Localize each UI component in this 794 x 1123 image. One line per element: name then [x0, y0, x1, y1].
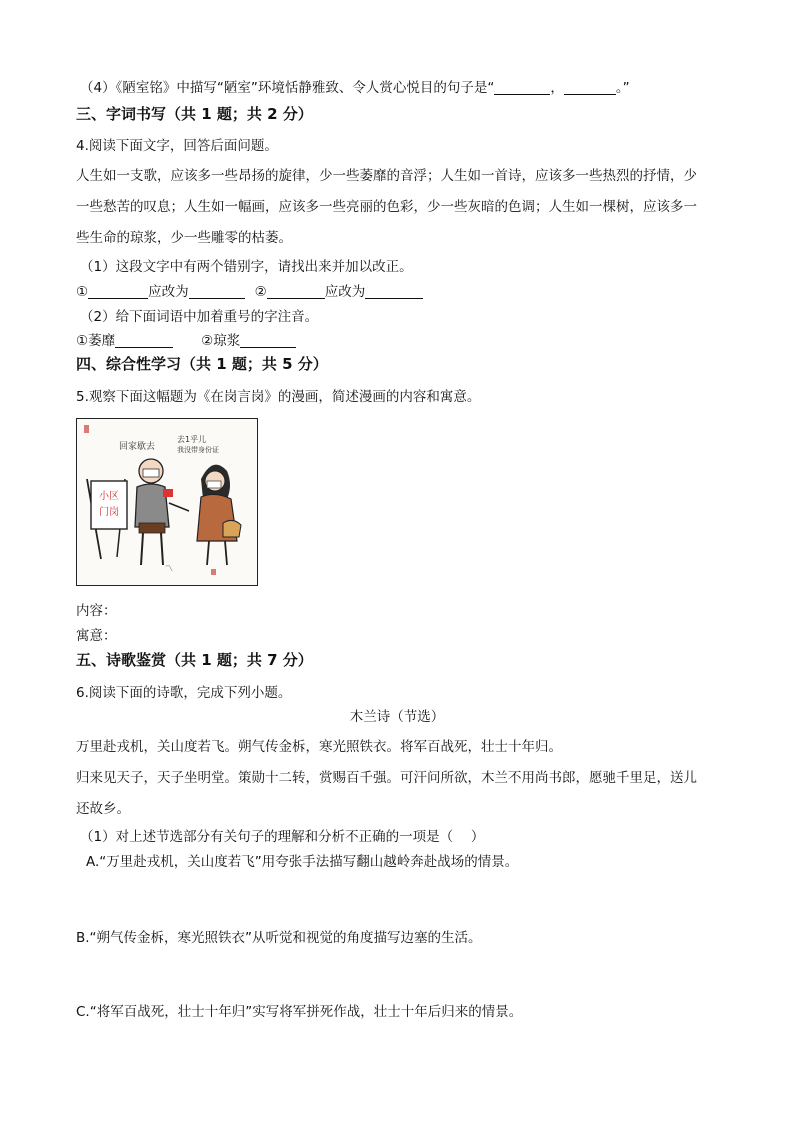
answer-blank[interactable]	[88, 284, 148, 299]
woman-leg	[207, 541, 209, 565]
answer-content-label: 内容：	[76, 603, 117, 619]
guard-leg	[141, 533, 143, 565]
question-5-intro: 5.观察下面这幅题为《在岗言岗》的漫画，简述漫画的内容和寓意。	[76, 389, 481, 405]
answer-blank[interactable]	[240, 333, 296, 348]
poem-line: 还故乡。	[76, 801, 130, 817]
section-5-title: 五、诗歌鉴赏（共 1 题；共 7 分）	[76, 651, 313, 669]
question-4-para-line: 些生命的琼浆，少一些雕零的枯萎。	[76, 230, 292, 246]
poem-title: 木兰诗（节选）	[349, 709, 445, 725]
speech-right-1: 去1乎儿	[177, 435, 207, 444]
sign-text-2: 门岗	[99, 507, 119, 518]
option-b[interactable]: B.“朔气传金柝，寒光照铁衣”从听觉和视觉的角度描写边塞的生活。	[76, 930, 482, 946]
poem-line: 万里赴戎机，关山度若飞。朔气传金柝，寒光照铁衣。将军百战死，壮士十年归。	[76, 739, 562, 755]
guard-armband	[163, 489, 173, 497]
question-4-sub-2: （2）给下面词语中加着重号的字注音。	[80, 309, 319, 325]
item-4-prefix: （4）《陋室铭》中描写“陋室”环境恬静雅致、令人赏心悦目的句子是“	[80, 80, 495, 96]
answer-blank[interactable]	[115, 333, 173, 348]
answer-blank[interactable]	[189, 284, 245, 299]
guard-mask	[143, 469, 159, 477]
artist-signature: 〽	[165, 564, 173, 573]
item-4-suffix: 。”	[615, 80, 630, 96]
woman-basket	[223, 520, 241, 537]
answer-blank[interactable]	[267, 284, 325, 299]
cartoon-drawing	[77, 419, 256, 584]
speech-left: 回家歇去	[119, 442, 156, 452]
answer-blank[interactable]	[564, 80, 616, 95]
seal-mark	[211, 569, 216, 575]
answer-meaning-label: 寓意：	[76, 628, 117, 644]
option-c[interactable]: C.“将军百战死，壮士十年归”实写将军拼死作战，壮士十年后归来的情景。	[76, 1004, 523, 1020]
question-6-intro: 6.阅读下面的诗歌，完成下列小题。	[76, 685, 292, 701]
sign-board	[91, 481, 127, 529]
option-a[interactable]: A.“万里赴戎机，关山度若飞”用夸张手法描写翻山越岭奔赴战场的情景。	[86, 854, 519, 870]
sign-text-1: 小区	[99, 491, 119, 502]
question-4-sub-1-answers: ① 应改为 ② 应改为	[76, 282, 423, 302]
guard-arm	[169, 503, 189, 511]
woman-leg	[225, 541, 227, 565]
question-4-para-line: 一些愁苦的叹息；人生如一幅画，应该多一些亮丽的色彩，少一些灰暗的色调；人生如一棵树，应该多一	[76, 199, 697, 215]
guard-belt	[139, 523, 165, 533]
question-4-intro: 4.阅读下面文字，回答后面问题。	[76, 138, 278, 154]
question-4-sub-2-answers: ①萎靡 ②琼浆	[76, 331, 296, 351]
answer-blank[interactable]	[365, 284, 423, 299]
guard-leg	[161, 533, 163, 565]
section-3-title: 三、字词书写（共 1 题；共 2 分）	[76, 105, 313, 123]
question-4-sub-1: （1）这段文字中有两个错别字，请找出来并加以改正。	[80, 259, 413, 275]
speech-right-2: 我没带身份证	[177, 446, 219, 454]
section-4-title: 四、综合性学习（共 1 题；共 5 分）	[76, 355, 328, 373]
cartoon-image	[76, 418, 258, 586]
answer-blank[interactable]	[494, 80, 550, 95]
item-4-separator: ，	[550, 80, 564, 96]
seal-mark	[84, 425, 89, 433]
poem-line: 归来见天子，天子坐明堂。策勋十二转，赏赐百千强。可汗问所欲，木兰不用尚书郎，愿驰千里足，送儿	[76, 770, 697, 786]
question-4-para-line: 人生如一支歌，应该多一些昂扬的旋律，少一些萎靡的音浮；人生如一首诗，应该多一些热烈的抒情，少	[76, 168, 697, 184]
woman-mask	[207, 481, 221, 488]
question-6-sub-1: （1）对上述节选部分有关句子的理解和分析不正确的一项是（ ）	[80, 829, 485, 845]
question-4-item-4	[80, 78, 630, 98]
